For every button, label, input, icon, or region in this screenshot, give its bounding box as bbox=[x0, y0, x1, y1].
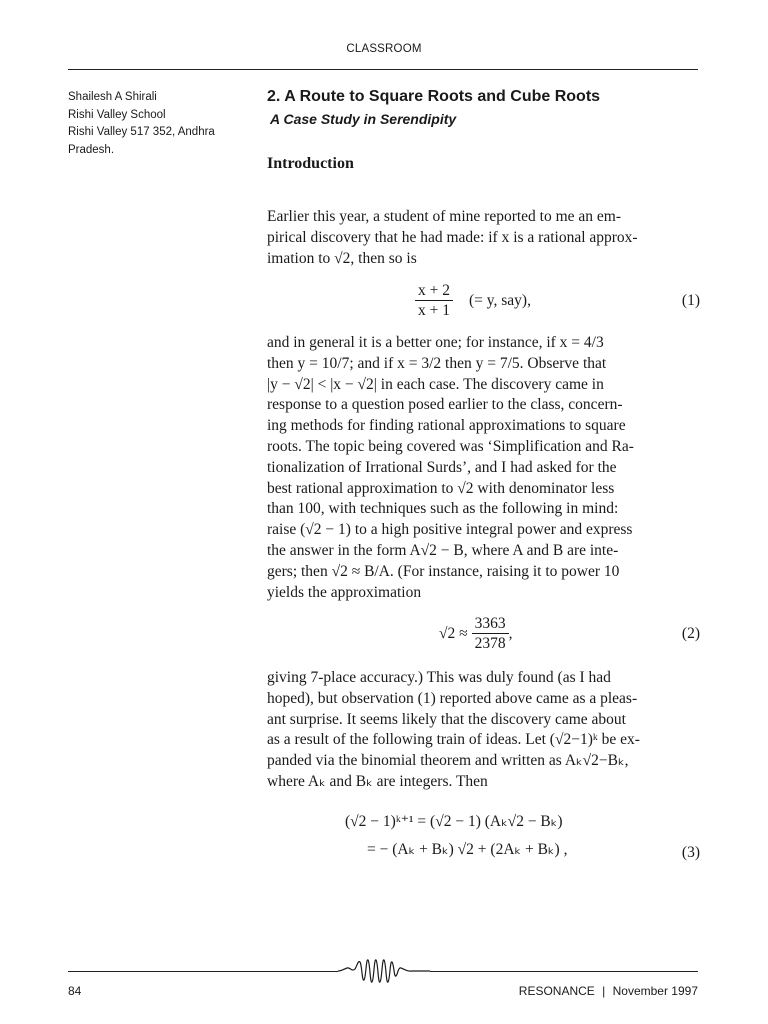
author-address: Rishi Valley 517 352, Andhra bbox=[68, 126, 215, 138]
squiggle-ornament bbox=[338, 956, 430, 986]
paragraph-intro bbox=[267, 207, 700, 269]
journal-footer bbox=[519, 984, 698, 998]
author-school: Rishi Valley School bbox=[68, 108, 166, 121]
text-line: gers; then √2 ≈ B/A. (For instance, raising it to power 10 bbox=[267, 562, 620, 580]
text-line: imation to √2, then so is bbox=[267, 249, 417, 267]
author-name: Shailesh A Shirali bbox=[68, 91, 157, 103]
text-line: yields the approximation bbox=[267, 583, 422, 601]
equation-line: (√2 − 1)ᵏ⁺¹ = (√2 − 1) (Aₖ√2 − Bₖ) bbox=[345, 813, 563, 830]
text-line: hoped), but observation (1) reported above came as a pleas- bbox=[267, 689, 638, 707]
header-rule bbox=[68, 69, 698, 70]
fraction: $\frac{x + 2}{x + 1}$ bbox=[415, 281, 453, 320]
author-affiliation bbox=[68, 89, 253, 159]
equation-line: = − (Aₖ + Bₖ) √2 + (2Aₖ + Bₖ) , bbox=[367, 841, 568, 858]
text-line: ing methods for finding rational approximations to square bbox=[267, 417, 626, 435]
footer-rule bbox=[430, 971, 698, 972]
text-line: where Aₖ and Bₖ are integers. Then bbox=[267, 772, 488, 790]
text-line: and in general it is a better one; for instance, if x = 4/3 bbox=[267, 334, 604, 351]
equation-2 bbox=[267, 614, 700, 656]
equation-number: (2) bbox=[681, 625, 700, 642]
footer-rule bbox=[68, 971, 338, 972]
article-title: 2. A Route to Square Roots and Cube Roots bbox=[267, 88, 601, 105]
article-subtitle: A Case Study in Serendipity bbox=[270, 111, 457, 127]
footer-separator: | bbox=[602, 984, 606, 998]
equation-number: (3) bbox=[681, 844, 700, 861]
paragraph-continuation bbox=[267, 668, 700, 793]
paragraph-main bbox=[267, 333, 700, 603]
author-state: Pradesh. bbox=[68, 143, 115, 156]
equation-1 bbox=[267, 281, 700, 323]
text-line: roots. The topic being covered was ‘Simplification and Ra- bbox=[267, 437, 634, 455]
text-line: then y = 10/7; and if x = 3/2 then y = 7/5. Observe that bbox=[267, 354, 607, 372]
text-line: pirical discovery that he had made: if x is a rational approx- bbox=[267, 228, 638, 246]
running-header: CLASSROOM bbox=[346, 43, 422, 55]
text-line: than 100, with techniques such as the following in mind: bbox=[267, 500, 619, 518]
equation-trail: , bbox=[508, 624, 513, 642]
fraction: $\frac{3363}{2378}$ bbox=[472, 614, 509, 653]
equation-lhs: √2 ≈ bbox=[439, 624, 468, 642]
text-line: giving 7-place accuracy.) This was duly found (as I had bbox=[267, 669, 611, 686]
equation-number: (1) bbox=[681, 292, 700, 309]
text-line: response to a question posed earlier to the class, concern- bbox=[267, 396, 623, 414]
text-line: Earlier this year, a student of mine reported to me an em- bbox=[267, 208, 622, 225]
section-heading: Introduction bbox=[267, 155, 354, 172]
journal-date: November 1997 bbox=[612, 984, 698, 998]
text-line: the answer in the form A√2 − B, where A and B are inte- bbox=[267, 541, 619, 559]
text-line: tionalization of Irrational Surds’, and I had asked for the bbox=[267, 458, 617, 476]
text-line: raise (√2 − 1) to a high positive integral power and express bbox=[267, 521, 633, 539]
text-line: ant surprise. It seems likely that the discovery came about bbox=[267, 710, 626, 728]
page-number: 84 bbox=[68, 984, 82, 998]
journal-name: RESONANCE bbox=[518, 984, 595, 998]
equation-3 bbox=[267, 812, 700, 868]
text-line: best rational approximation to √2 with denominator less bbox=[267, 479, 615, 497]
equation-rhs: (= y, say), bbox=[469, 291, 531, 309]
text-line: panded via the binomial theorem and written as Aₖ√2−Bₖ, bbox=[267, 752, 629, 770]
text-line: as a result of the following train of ideas. Let (√2−1)ᵏ be ex- bbox=[267, 731, 640, 749]
text-line: |y − √2| < |x − √2| in each case. The discovery came in bbox=[267, 375, 604, 393]
